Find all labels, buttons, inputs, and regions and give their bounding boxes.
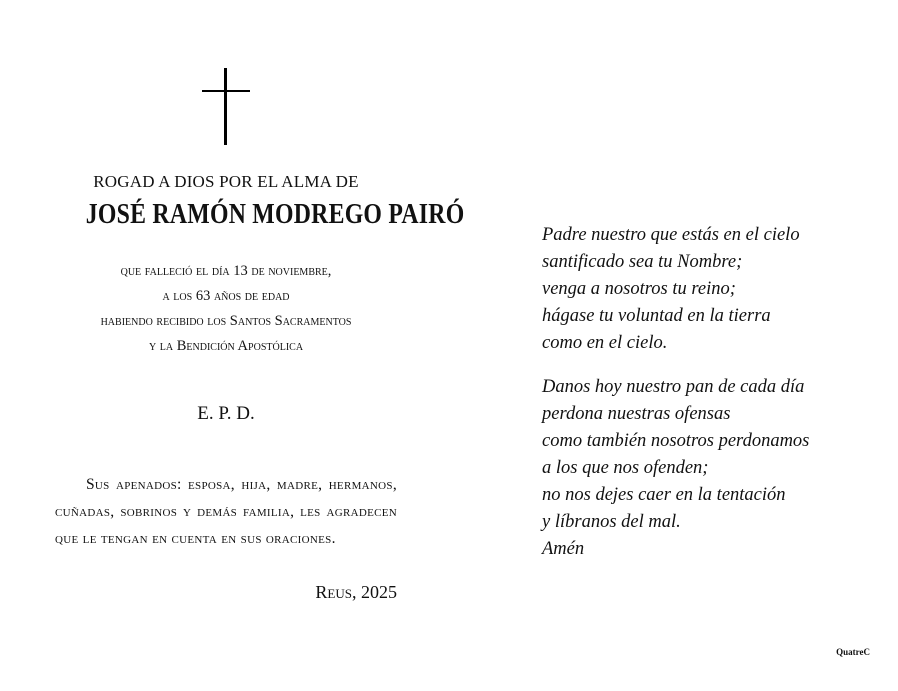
prayer-stanza [542,374,809,563]
detail-line: que falleció el día 13 de noviembre, [120,263,332,279]
prayer-stanza [542,222,809,357]
prayer-line: a los que nos ofenden; [542,458,709,478]
prayer-line: hágase tu voluntad en la tierra [542,306,771,326]
deceased-name: JOSÉ RAMÓN MODREGO PAIRÓ [85,198,465,230]
prayer-line: como también nosotros perdonamos [542,431,810,451]
cross-icon [202,68,250,146]
detail-line: a los 63 años de edad [162,288,290,304]
place-date: Reus, 2025 [315,582,397,602]
prayer-line: perdona nuestras ofensas [542,404,731,424]
prayer-line: Padre nuestro que estás en el cielo [542,225,800,245]
epd-text: E. P. D. [197,403,255,424]
printer-mark: QuatreC [836,647,870,657]
family-message: Sus apenados: esposa, hija, madre, hermanos, cuñadas, sobrinos y demás familia, les agradecen que le tengan en cuenta en sus oraciones. [55,476,397,547]
prayer-line: Danos hoy nuestro pan de cada día [542,377,805,397]
invocation-text: ROGAD A DIOS POR EL ALMA DE [93,172,359,191]
prayer-line: Amén [542,539,585,559]
detail-line: habiendo recibido los Santos Sacramentos [100,313,352,329]
detail-line: y la Bendición Apostólica [148,338,304,354]
prayer-line: no nos dejes caer en la tentación [542,485,786,505]
death-details [55,259,397,359]
prayer-line: santificado sea tu Nombre; [542,252,743,272]
prayer-panel [542,222,809,563]
prayer-line: venga a nosotros tu reino; [542,279,736,299]
left-panel [55,60,465,603]
prayer-line: y líbranos del mal. [542,512,681,532]
prayer-line: como en el cielo. [542,333,668,353]
